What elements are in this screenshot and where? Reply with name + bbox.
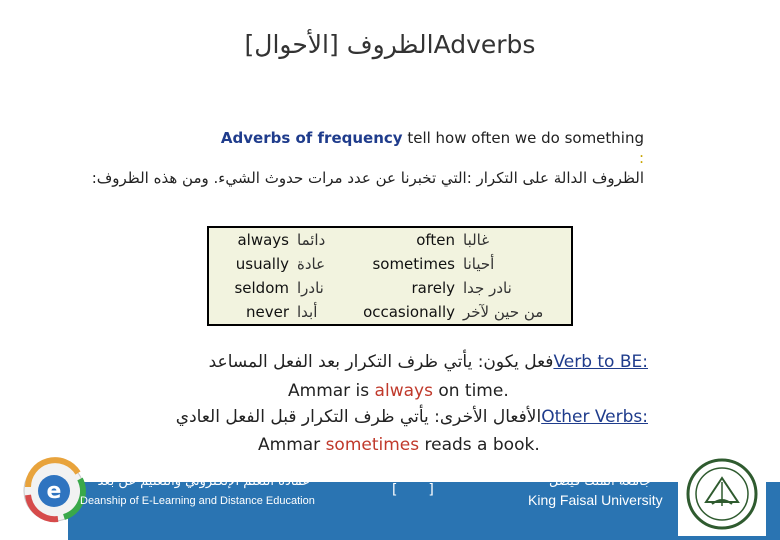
table-cell-english: always bbox=[237, 231, 289, 249]
title-arabic-bracket: [الأحوال] bbox=[244, 30, 339, 59]
table-cell-arabic: نادر جدا bbox=[463, 279, 512, 297]
table-cell-arabic: عادة bbox=[297, 255, 326, 273]
rule1-arabic: فعل يكون: يأتي ظرف التكرار بعد الفعل المساعد bbox=[208, 352, 554, 372]
footer-deanship-english: Deanship of E-Learning and Distance Education bbox=[80, 495, 315, 507]
footer-university-english: King Faisal University bbox=[528, 492, 663, 508]
table-cell-arabic: غالبا bbox=[463, 231, 490, 249]
example2-after: reads a book. bbox=[419, 435, 540, 455]
example-1 bbox=[288, 381, 509, 401]
table-row bbox=[208, 252, 572, 276]
intro-block bbox=[92, 128, 644, 188]
example1-before: Ammar is bbox=[288, 381, 375, 401]
table-cell-english: sometimes bbox=[372, 255, 455, 273]
table-cell-arabic: أحيانا bbox=[463, 255, 495, 273]
slide-title bbox=[0, 30, 780, 59]
table-cell-english: occasionally bbox=[363, 303, 455, 321]
title-arabic: الظروف bbox=[346, 30, 434, 59]
table-cell-arabic: دائما bbox=[297, 231, 326, 249]
table-cell-arabic: أبدا bbox=[297, 303, 318, 321]
table-cell-english: never bbox=[245, 303, 289, 321]
table-cell-arabic: نادرا bbox=[297, 279, 324, 297]
rule-verb-to-be bbox=[209, 352, 648, 372]
page-bracket-close: ] bbox=[428, 482, 434, 498]
title-english: Adverbs bbox=[433, 30, 536, 59]
table-cell-english: seldom bbox=[234, 279, 289, 297]
example1-after: on time. bbox=[432, 381, 509, 401]
table-cell-english: often bbox=[416, 231, 455, 249]
university-seal-icon bbox=[678, 456, 766, 536]
intro-arabic-line: الظروف الدالة على التكرار :التي تخبرنا عن عدد مرات حدوث الشيء. ومن هذه الظروف: bbox=[91, 169, 644, 187]
example1-adverb: always bbox=[374, 381, 433, 401]
intro-rest: tell how often we do something bbox=[402, 129, 644, 147]
footer bbox=[0, 452, 780, 540]
svg-text:e: e bbox=[46, 479, 62, 504]
example2-before: Ammar bbox=[258, 435, 326, 455]
e-learning-logo-icon bbox=[18, 457, 90, 523]
intro-colon: : bbox=[638, 149, 644, 167]
footer-deanship-arabic: عمادة التعلم الإلكتروني والتعليم عن بعد bbox=[97, 474, 310, 489]
intro-english-line bbox=[92, 128, 644, 148]
rule2-arabic: الأفعال الأخرى: يأتي ظرف التكرار قبل الفعل العادي bbox=[175, 407, 542, 427]
table-cell-arabic: من حين لآخر bbox=[463, 303, 544, 321]
adverbs-table bbox=[207, 226, 573, 326]
page-bracket-open: [ bbox=[392, 482, 398, 498]
rule1-label: Verb to BE: bbox=[553, 352, 648, 372]
intro-keyword: Adverbs of frequency bbox=[220, 129, 403, 147]
table-cell-english: rarely bbox=[411, 279, 455, 297]
page-indicator bbox=[392, 482, 434, 498]
table-row bbox=[208, 300, 572, 325]
table-cell-english: usually bbox=[235, 255, 289, 273]
rule2-label: Other Verbs: bbox=[541, 407, 648, 427]
table-row bbox=[208, 227, 572, 252]
table-row bbox=[208, 276, 572, 300]
rule-other-verbs bbox=[176, 407, 648, 427]
footer-university-arabic: جامعة الملك فيصل bbox=[548, 474, 652, 489]
example2-adverb: sometimes bbox=[325, 435, 420, 455]
